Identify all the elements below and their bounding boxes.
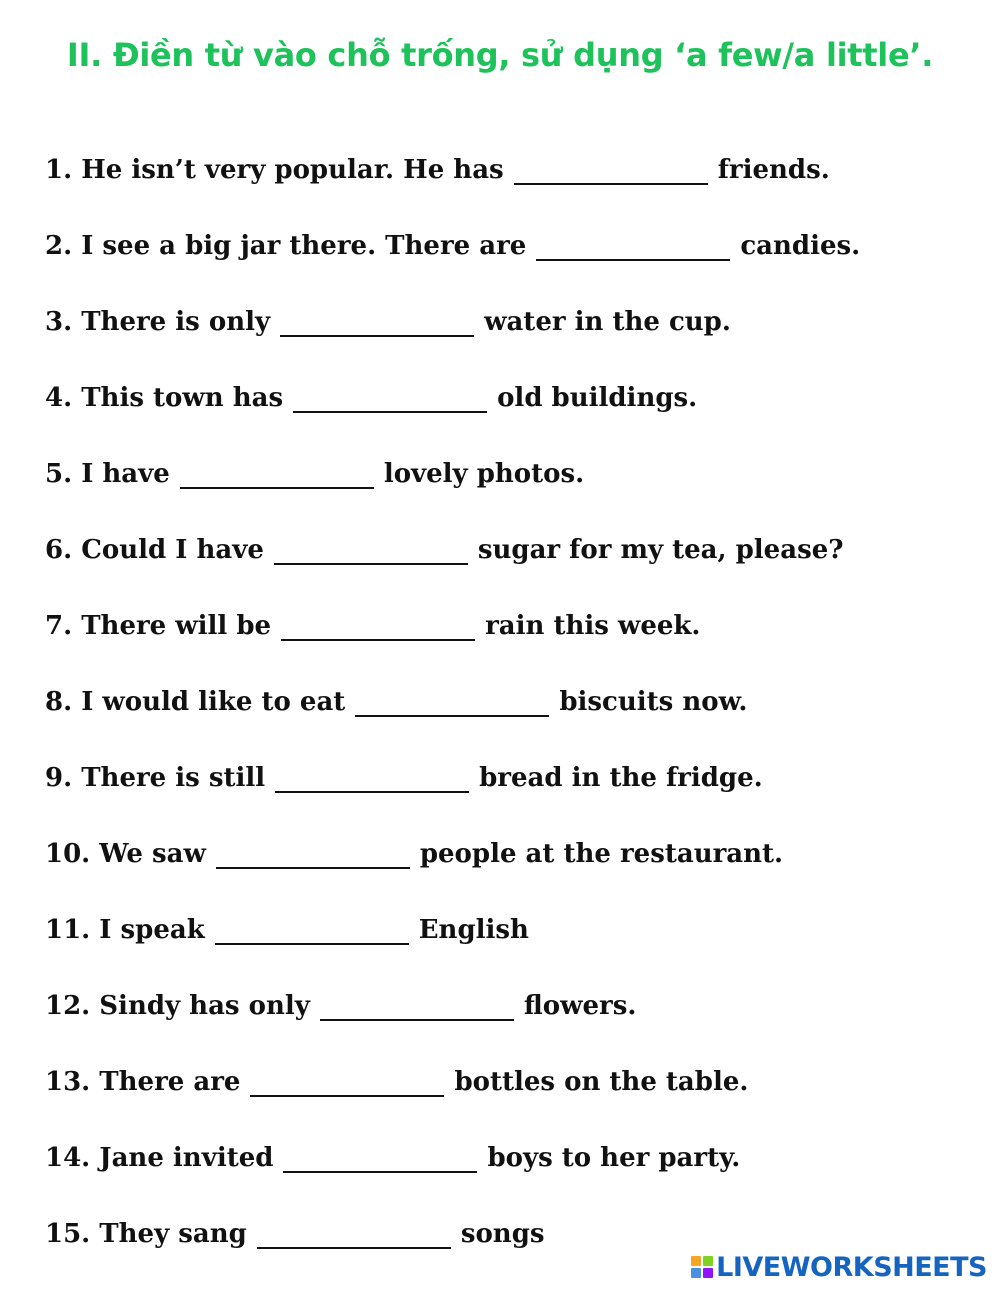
item-text-before: 3. There is only xyxy=(45,307,271,337)
item-text-after: rain this week. xyxy=(485,611,701,641)
answer-blank-1[interactable] xyxy=(514,159,708,185)
item-text-after: water in the cup. xyxy=(484,307,731,337)
item-text-after: old buildings. xyxy=(497,383,698,413)
exercise-list xyxy=(45,132,985,1272)
answer-blank-8[interactable] xyxy=(355,691,549,717)
liveworksheets-logo-icon xyxy=(691,1256,713,1278)
item-text-after: friends. xyxy=(717,155,830,185)
answer-blank-6[interactable] xyxy=(274,539,468,565)
item-text-before: 5. I have xyxy=(45,459,170,489)
item-text-after: biscuits now. xyxy=(559,687,748,717)
item-text-before: 6. Could I have xyxy=(45,535,264,565)
item-text-before: 1. He isn’t very popular. He has xyxy=(45,155,504,185)
exercise-item-11 xyxy=(45,892,985,968)
item-text-before: 12. Sindy has only xyxy=(45,991,310,1021)
item-text-after: flowers. xyxy=(523,991,637,1021)
exercise-item-2 xyxy=(45,208,985,284)
answer-blank-12[interactable] xyxy=(320,995,514,1021)
exercise-item-13 xyxy=(45,1044,985,1120)
item-text-before: 4. This town has xyxy=(45,383,284,413)
answer-blank-13[interactable] xyxy=(250,1071,444,1097)
item-text-after: boys to her party. xyxy=(487,1143,741,1173)
item-text-after: candies. xyxy=(740,231,861,261)
exercise-item-1 xyxy=(45,132,985,208)
liveworksheets-brand xyxy=(691,1252,987,1282)
item-text-before: 14. Jane invited xyxy=(45,1143,274,1173)
answer-blank-2[interactable] xyxy=(536,235,730,261)
answer-blank-5[interactable] xyxy=(180,463,374,489)
item-text-before: 9. There is still xyxy=(45,763,266,793)
exercise-item-8 xyxy=(45,664,985,740)
item-text-before: 13. There are xyxy=(45,1067,241,1097)
item-text-before: 10. We saw xyxy=(45,839,206,869)
worksheet-title: II. Điền từ vào chỗ trống, sử dụng ‘a few/a little’. xyxy=(66,36,934,74)
item-text-before: 11. I speak xyxy=(45,915,205,945)
item-text-after: bread in the fridge. xyxy=(479,763,763,793)
exercise-item-12 xyxy=(45,968,985,1044)
brand-name: LIVEWORKSHEETS xyxy=(716,1251,987,1283)
item-text-after: sugar for my tea, please? xyxy=(477,535,844,565)
item-text-after: people at the restaurant. xyxy=(419,839,784,869)
item-text-before: 2. I see a big jar there. There are xyxy=(45,231,527,261)
exercise-item-7 xyxy=(45,588,985,664)
item-text-after: bottles on the table. xyxy=(454,1067,749,1097)
answer-blank-7[interactable] xyxy=(281,615,475,641)
item-text-before: 7. There will be xyxy=(45,611,272,641)
exercise-item-3 xyxy=(45,284,985,360)
exercise-item-9 xyxy=(45,740,985,816)
item-text-after: lovely photos. xyxy=(383,459,585,489)
answer-blank-4[interactable] xyxy=(293,387,487,413)
exercise-item-5 xyxy=(45,436,985,512)
exercise-item-14 xyxy=(45,1120,985,1196)
item-text-after: English xyxy=(418,915,529,945)
exercise-item-4 xyxy=(45,360,985,436)
item-text-after: songs xyxy=(460,1219,545,1249)
exercise-item-10 xyxy=(45,816,985,892)
answer-blank-11[interactable] xyxy=(215,919,409,945)
exercise-item-6 xyxy=(45,512,985,588)
answer-blank-15[interactable] xyxy=(257,1223,451,1249)
answer-blank-3[interactable] xyxy=(280,311,474,337)
item-text-before: 15. They sang xyxy=(45,1219,247,1249)
item-text-before: 8. I would like to eat xyxy=(45,687,346,717)
answer-blank-14[interactable] xyxy=(283,1147,477,1173)
answer-blank-10[interactable] xyxy=(216,843,410,869)
answer-blank-9[interactable] xyxy=(275,767,469,793)
